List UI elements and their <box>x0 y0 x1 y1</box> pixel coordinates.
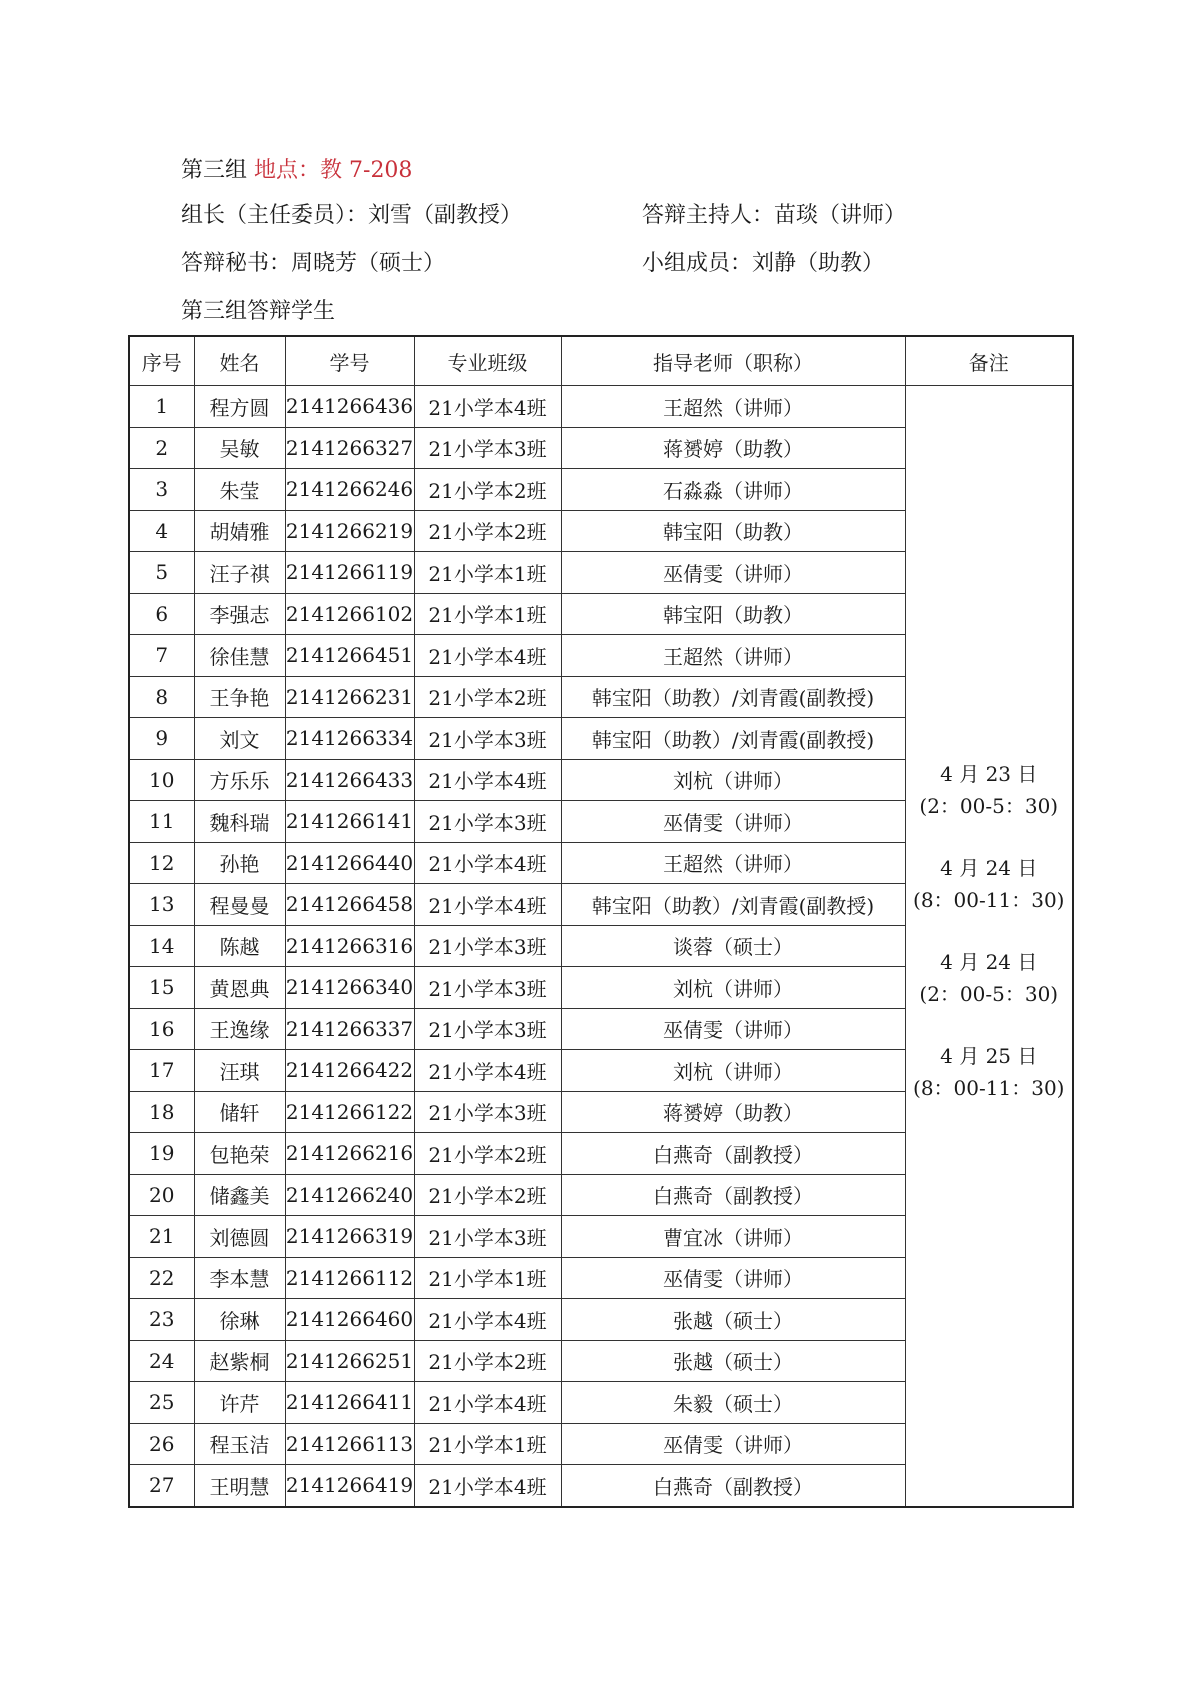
schedule-date: 4 月 24 日 <box>940 949 1038 974</box>
student-name: 储鑫美 <box>194 1174 285 1216</box>
advisor: 韩宝阳（助教）/刘青霞(副教授) <box>561 718 905 760</box>
class-name: 21小学本3班 <box>414 967 561 1009</box>
student-name: 刘文 <box>194 718 285 760</box>
schedule-note <box>906 758 1073 822</box>
class-name: 21小学本1班 <box>414 1423 561 1465</box>
location-text: 地点：教 7-208 <box>254 158 413 183</box>
group-heading <box>181 156 412 186</box>
student-name: 王明慧 <box>194 1465 285 1507</box>
class-name: 21小学本4班 <box>414 1299 561 1341</box>
class-name: 21小学本4班 <box>414 759 561 801</box>
student-name: 赵紫桐 <box>194 1340 285 1382</box>
class-name: 21小学本4班 <box>414 635 561 677</box>
student-id: 2141266251 <box>285 1340 414 1382</box>
student-name: 王逸缘 <box>194 1008 285 1050</box>
class-name: 21小学本2班 <box>414 1174 561 1216</box>
student-id: 2141266119 <box>285 552 414 594</box>
row-index: 4 <box>129 510 194 552</box>
student-id: 2141266419 <box>285 1465 414 1507</box>
row-index: 5 <box>129 552 194 594</box>
row-index: 23 <box>129 1299 194 1341</box>
student-id: 2141266316 <box>285 925 414 967</box>
row-index: 26 <box>129 1423 194 1465</box>
student-name: 魏科瑞 <box>194 801 285 843</box>
student-id: 2141266334 <box>285 718 414 760</box>
class-name: 21小学本1班 <box>414 1257 561 1299</box>
row-index: 22 <box>129 1257 194 1299</box>
class-name: 21小学本2班 <box>414 676 561 718</box>
class-name: 21小学本1班 <box>414 552 561 594</box>
members-text: 小组成员：刘静（助教） <box>642 251 885 276</box>
column-header-advisor: 指导老师（职称） <box>561 336 905 386</box>
schedule-note <box>906 852 1073 916</box>
row-index: 13 <box>129 884 194 926</box>
row-index: 18 <box>129 1091 194 1133</box>
class-name: 21小学本3班 <box>414 1216 561 1258</box>
column-header-notes: 备注 <box>905 336 1073 386</box>
schedule-note <box>906 1040 1073 1104</box>
class-name: 21小学本2班 <box>414 510 561 552</box>
schedule-date: 4 月 24 日 <box>940 855 1038 880</box>
table-row <box>129 386 1073 428</box>
row-index: 11 <box>129 801 194 843</box>
student-name: 吴敏 <box>194 427 285 469</box>
student-name: 程玉洁 <box>194 1423 285 1465</box>
student-id: 2141266122 <box>285 1091 414 1133</box>
student-name: 李强志 <box>194 593 285 635</box>
student-id: 2141266433 <box>285 759 414 801</box>
schedule-date: 4 月 23 日 <box>940 761 1038 786</box>
row-index: 19 <box>129 1133 194 1175</box>
student-name: 朱莹 <box>194 469 285 511</box>
column-header-class: 专业班级 <box>414 336 561 386</box>
row-index: 14 <box>129 925 194 967</box>
students-title: 第三组答辩学生 <box>181 299 336 324</box>
group-label: 第三组 <box>181 158 248 183</box>
student-name: 孙艳 <box>194 842 285 884</box>
class-name: 21小学本4班 <box>414 386 561 428</box>
student-id: 2141266422 <box>285 1050 414 1092</box>
student-name: 方乐乐 <box>194 759 285 801</box>
advisor: 刘杭（讲师） <box>561 967 905 1009</box>
row-index: 3 <box>129 469 194 511</box>
notes-cell <box>905 386 1073 1507</box>
advisor: 韩宝阳（助教）/刘青霞(副教授) <box>561 884 905 926</box>
row-index: 20 <box>129 1174 194 1216</box>
advisor: 巫倩雯（讲师） <box>561 801 905 843</box>
advisor: 张越（硕士） <box>561 1299 905 1341</box>
student-id: 2141266319 <box>285 1216 414 1258</box>
student-name: 包艳荣 <box>194 1133 285 1175</box>
row-index: 10 <box>129 759 194 801</box>
advisor: 石淼淼（讲师） <box>561 469 905 511</box>
student-name: 陈越 <box>194 925 285 967</box>
student-name: 汪子祺 <box>194 552 285 594</box>
class-name: 21小学本3班 <box>414 1091 561 1133</box>
student-id: 2141266102 <box>285 593 414 635</box>
student-id: 2141266340 <box>285 967 414 1009</box>
row-index: 7 <box>129 635 194 677</box>
advisor: 刘杭（讲师） <box>561 759 905 801</box>
class-name: 21小学本4班 <box>414 842 561 884</box>
class-name: 21小学本2班 <box>414 469 561 511</box>
student-name: 徐佳慧 <box>194 635 285 677</box>
advisor: 巫倩雯（讲师） <box>561 1257 905 1299</box>
leader-text: 组长（主任委员）：刘雪（副教授） <box>181 203 523 228</box>
student-name: 黄恩典 <box>194 967 285 1009</box>
row-index: 25 <box>129 1382 194 1424</box>
class-name: 21小学本4班 <box>414 884 561 926</box>
student-name: 李本慧 <box>194 1257 285 1299</box>
secretary-text: 答辩秘书：周晓芳（硕士） <box>181 251 446 276</box>
class-name: 21小学本2班 <box>414 1133 561 1175</box>
host-text: 答辩主持人：苗琰（讲师） <box>642 203 907 228</box>
column-header-name: 姓名 <box>194 336 285 386</box>
student-id: 2141266113 <box>285 1423 414 1465</box>
advisor: 蒋赟婷（助教） <box>561 1091 905 1133</box>
student-id: 2141266231 <box>285 676 414 718</box>
schedule-date: 4 月 25 日 <box>940 1043 1038 1068</box>
student-id: 2141266112 <box>285 1257 414 1299</box>
students-table <box>128 335 1074 1508</box>
row-index: 17 <box>129 1050 194 1092</box>
student-id: 2141266246 <box>285 469 414 511</box>
schedule-time: (8：00-11：30) <box>913 1075 1065 1100</box>
student-id: 2141266240 <box>285 1174 414 1216</box>
advisor: 王超然（讲师） <box>561 635 905 677</box>
advisor: 韩宝阳（助教）/刘青霞(副教授) <box>561 676 905 718</box>
row-index: 8 <box>129 676 194 718</box>
advisor: 白燕奇（副教授） <box>561 1174 905 1216</box>
student-id: 2141266327 <box>285 427 414 469</box>
class-name: 21小学本3班 <box>414 925 561 967</box>
row-index: 1 <box>129 386 194 428</box>
row-index: 21 <box>129 1216 194 1258</box>
advisor: 曹宜冰（讲师） <box>561 1216 905 1258</box>
advisor: 白燕奇（副教授） <box>561 1133 905 1175</box>
student-name: 刘德圆 <box>194 1216 285 1258</box>
column-header-student-id: 学号 <box>285 336 414 386</box>
student-id: 2141266440 <box>285 842 414 884</box>
schedule-time: (8：00-11：30) <box>913 887 1065 912</box>
student-id: 2141266411 <box>285 1382 414 1424</box>
advisor: 张越（硕士） <box>561 1340 905 1382</box>
class-name: 21小学本2班 <box>414 1340 561 1382</box>
schedule-note <box>906 946 1073 1010</box>
row-index: 9 <box>129 718 194 760</box>
student-id: 2141266141 <box>285 801 414 843</box>
advisor: 蒋赟婷（助教） <box>561 427 905 469</box>
class-name: 21小学本3班 <box>414 427 561 469</box>
student-name: 程方圆 <box>194 386 285 428</box>
row-index: 12 <box>129 842 194 884</box>
row-index: 15 <box>129 967 194 1009</box>
class-name: 21小学本1班 <box>414 593 561 635</box>
student-id: 2141266451 <box>285 635 414 677</box>
row-index: 6 <box>129 593 194 635</box>
advisor: 王超然（讲师） <box>561 386 905 428</box>
class-name: 21小学本3班 <box>414 718 561 760</box>
student-name: 储轩 <box>194 1091 285 1133</box>
student-name: 胡婧雅 <box>194 510 285 552</box>
class-name: 21小学本3班 <box>414 1008 561 1050</box>
advisor: 刘杭（讲师） <box>561 1050 905 1092</box>
schedule-time: (2：00-5：30) <box>919 793 1059 818</box>
row-index: 2 <box>129 427 194 469</box>
student-id: 2141266337 <box>285 1008 414 1050</box>
advisor: 巫倩雯（讲师） <box>561 552 905 594</box>
student-name: 汪琪 <box>194 1050 285 1092</box>
advisor: 韩宝阳（助教） <box>561 593 905 635</box>
advisor: 白燕奇（副教授） <box>561 1465 905 1507</box>
student-id: 2141266458 <box>285 884 414 926</box>
student-name: 程曼曼 <box>194 884 285 926</box>
student-name: 王争艳 <box>194 676 285 718</box>
row-index: 16 <box>129 1008 194 1050</box>
student-id: 2141266436 <box>285 386 414 428</box>
advisor: 韩宝阳（助教） <box>561 510 905 552</box>
class-name: 21小学本4班 <box>414 1050 561 1092</box>
column-header-index: 序号 <box>129 336 194 386</box>
row-index: 27 <box>129 1465 194 1507</box>
advisor: 谈蓉（硕士） <box>561 925 905 967</box>
student-id: 2141266219 <box>285 510 414 552</box>
class-name: 21小学本4班 <box>414 1382 561 1424</box>
advisor: 巫倩雯（讲师） <box>561 1008 905 1050</box>
class-name: 21小学本4班 <box>414 1465 561 1507</box>
student-id: 2141266460 <box>285 1299 414 1341</box>
class-name: 21小学本3班 <box>414 801 561 843</box>
student-name: 许芹 <box>194 1382 285 1424</box>
schedule-time: (2：00-5：30) <box>919 981 1059 1006</box>
table-header-row <box>129 336 1073 386</box>
advisor: 巫倩雯（讲师） <box>561 1423 905 1465</box>
advisor: 朱毅（硕士） <box>561 1382 905 1424</box>
student-name: 徐琳 <box>194 1299 285 1341</box>
advisor: 王超然（讲师） <box>561 842 905 884</box>
row-index: 24 <box>129 1340 194 1382</box>
student-id: 2141266216 <box>285 1133 414 1175</box>
